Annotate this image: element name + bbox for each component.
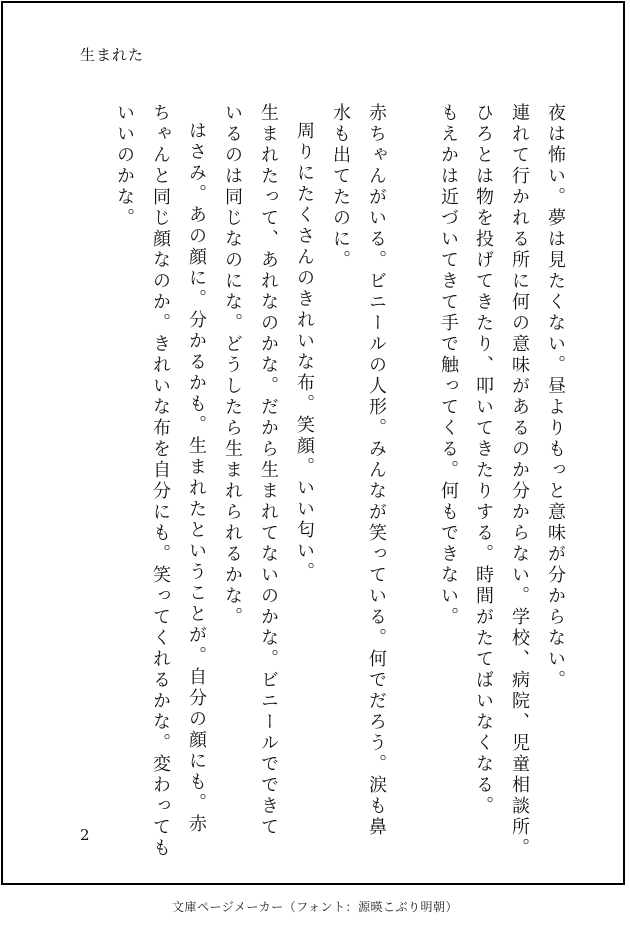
text-line: 赤ちゃんがいる。ビニールの人形。みんなが笑っている。何でだろう。涙も鼻 — [366, 103, 387, 838]
running-header: 生まれた — [80, 46, 145, 64]
text-line: 夜は怖い。夢は見たくない。昼よりもっと意味が分からない。 — [545, 103, 566, 691]
text-line: もえかは近づいてきて手で触ってくる。何もできない。 — [438, 103, 459, 628]
text-line: ちゃんと同じ顔なのか。きれいな布を自分にも。笑ってくれるかな。変わっても — [150, 103, 171, 859]
text-line: いいのかな。 — [114, 103, 135, 229]
text-line: 生まれたって、あれなのかな。だから生まれてないのかな。ビニールでできて — [258, 103, 279, 838]
text-line: 周りにたくさんのきれいな布。笑顔。いい匂い。 — [294, 121, 315, 583]
text-line: はさみ。あの顔に。分かるかも。生まれたということが。自分の顔にも。赤 — [186, 121, 207, 835]
footer-caption: 文庫ページメーカー（フォント：源暎こぶり明朝） — [171, 900, 459, 914]
text-line: 連れて行かれる所に何の意味があるのか分からない。学校、病院、児童相談所。 — [509, 103, 530, 859]
text-line: 水も出てたのに。 — [330, 103, 351, 271]
text-line: ひろとは物を投げてきたり、叩いてきたりする。時間がたてばいなくなる。 — [473, 103, 494, 817]
page-number: 2 — [80, 826, 90, 844]
text-line: いるのは同じなのにな。どうしたら生まれられるかな。 — [222, 103, 243, 628]
